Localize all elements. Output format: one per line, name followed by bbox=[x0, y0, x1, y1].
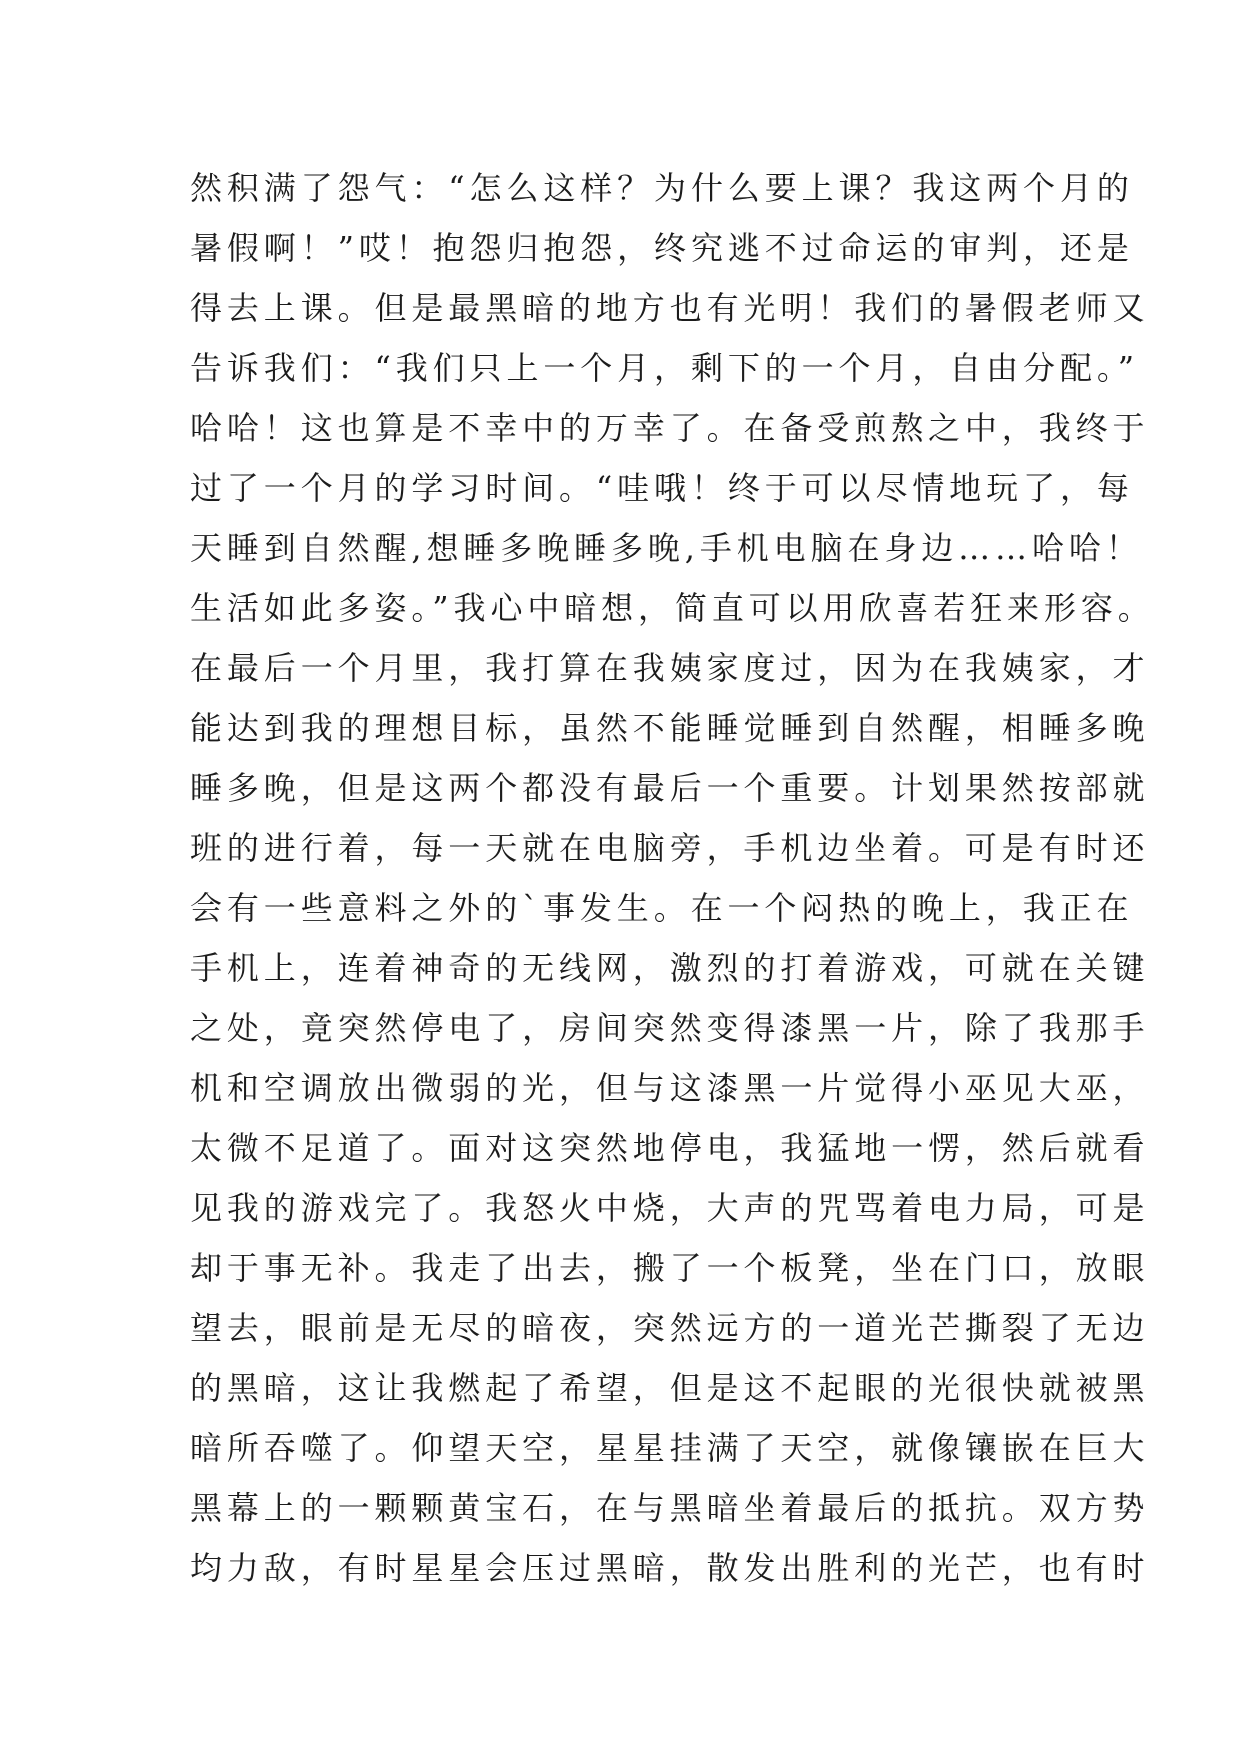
text-line: 手机上，连着神奇的无线网，激烈的打着游戏，可就在关键 bbox=[190, 949, 1150, 987]
text-line: 太微不足道了。面对这突然地停电，我猛地一愣，然后就看 bbox=[190, 1129, 1150, 1167]
body-text bbox=[190, 158, 1155, 1598]
text-line: 之处，竟突然停电了，房间突然变得漆黑一片，除了我那手 bbox=[190, 1009, 1150, 1047]
text-line: 却于事无补。我走了出去，搬了一个板凳，坐在门口，放眼 bbox=[190, 1249, 1150, 1287]
text-line: 班的进行着，每一天就在电脑旁，手机边坐着。可是有时还 bbox=[190, 829, 1150, 867]
text-line: 在最后一个月里，我打算在我姨家度过，因为在我姨家，才 bbox=[190, 649, 1150, 687]
text-line: 过了一个月的学习时间。“哇哦！终于可以尽情地玩了，每 bbox=[190, 469, 1134, 507]
text-line: 暑假啊！”哎！抱怨归抱怨，终究逃不过命运的审判，还是 bbox=[190, 229, 1134, 267]
text-line: 见我的游戏完了。我怒火中烧，大声的咒骂着电力局，可是 bbox=[190, 1189, 1150, 1227]
text-line: 哈哈！这也算是不幸中的万幸了。在备受煎熬之中，我终于 bbox=[190, 409, 1150, 447]
text-line: 机和空调放出微弱的光，但与这漆黑一片觉得小巫见大巫， bbox=[190, 1069, 1150, 1107]
text-line: 能达到我的理想目标，虽然不能睡觉睡到自然醒，相睡多晚 bbox=[190, 709, 1150, 747]
text-line: 望去，眼前是无尽的暗夜，突然远方的一道光芒撕裂了无边 bbox=[190, 1309, 1150, 1347]
text-line: 均力敌，有时星星会压过黑暗，散发出胜利的光芒，也有时 bbox=[190, 1549, 1150, 1587]
text-line: 然积满了怨气：“怎么这样？为什么要上课？我这两个月的 bbox=[190, 169, 1134, 207]
text-line: 告诉我们：“我们只上一个月，剩下的一个月，自由分配。” bbox=[190, 349, 1140, 387]
text-line: 暗所吞噬了。仰望天空，星星挂满了天空，就像镶嵌在巨大 bbox=[190, 1429, 1150, 1467]
text-line: 得去上课。但是最黑暗的地方也有光明！我们的暑假老师又 bbox=[190, 289, 1150, 327]
text-line: 睡多晚，但是这两个都没有最后一个重要。计划果然按部就 bbox=[190, 769, 1150, 807]
text-line: 生活如此多姿。”我心中暗想，简直可以用欣喜若狂来形容。 bbox=[190, 589, 1155, 627]
text-line: 的黑暗，这让我燃起了希望，但是这不起眼的光很快就被黑 bbox=[190, 1369, 1150, 1407]
text-line: 黑幕上的一颗颗黄宝石，在与黑暗坐着最后的抵抗。双方势 bbox=[190, 1489, 1150, 1527]
text-line: 天睡到自然醒,想睡多晚睡多晚,手机电脑在身边……哈哈！ bbox=[190, 529, 1143, 567]
text-line: 会有一些意料之外的`事发生。在一个闷热的晚上，我正在 bbox=[190, 889, 1134, 927]
